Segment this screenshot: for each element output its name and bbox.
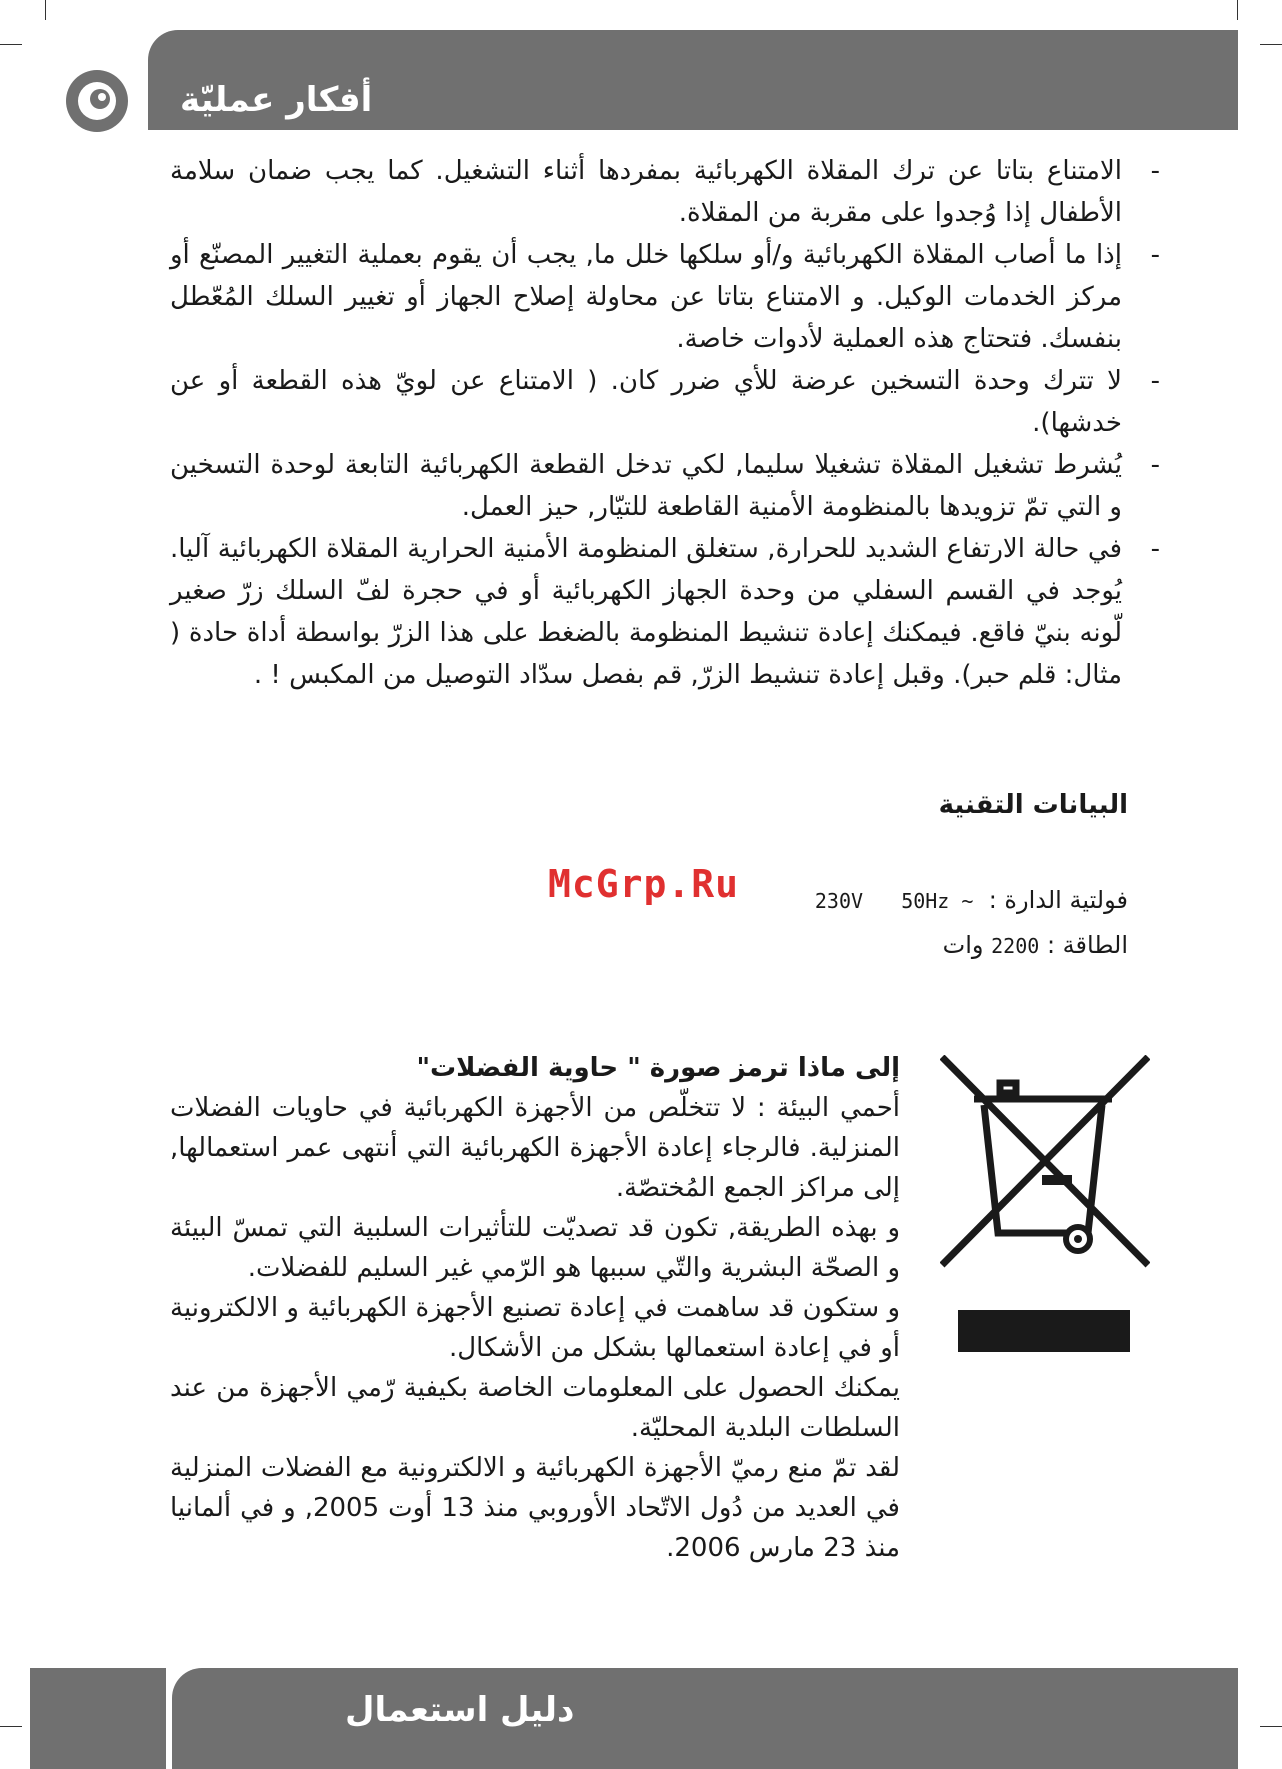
voltage-value: 230V (814, 889, 864, 913)
list-item (170, 234, 1170, 360)
disposal-paragraph: لقد تمّ منع رميّ الأجهزة الكهربائية و الالكترونية مع الفضلات المنزلية في العديد من دُول الاتّحاد الأوروبي منذ 13 أوت 2005, و في ألمانيا منذ 23 مارس 2006. (170, 1453, 900, 1563)
disposal-paragraph: أحمي البيئة : لا تتخلّص من الأجهزة الكهربائية في حاويات الفضلات المنزلية. فالرجاء إعادة الأجهزة الكهربائية التي أنتهى عمر استعمالها, إلى مراكز الجمع المُختصّة. (170, 1093, 900, 1203)
list-item-text: إذا ما أصاب المقلاة الكهربائية و/أو سلكها خلل ما, يجب أن يقوم بعملية التغيير المصنّع أو مركز الخدمات الوكيل. و الامتناع بتاتا عن محاولة إصلاح الجهاز أو تغيير السلك المُعّطل بنفسك. فتحتاج هذه العملية لأدوات خاصة. (170, 240, 1122, 354)
disposal-paragraph: و بهذه الطريقة, تكون قد تصديّت للتأثيرات السلبية التي تمسّ البيئة و الصحّة البشرية والتّي سببها هو الرّمي غير السليم للفضلات. (170, 1213, 900, 1283)
disposal-title: إلى ماذا ترمز صورة " حاوية الفضلات" (416, 1053, 900, 1083)
crop-mark (1260, 44, 1282, 45)
weee-date-bar (958, 1310, 1130, 1352)
footer-page-tab (30, 1668, 166, 1769)
safety-list (170, 150, 1170, 696)
list-item-text: يُشرط تشغيل المقلاة تشغيلا سليما, لكي تدخل القطعة الكهربائية التابعة لوحدة التسخين و التي تمّ تزويدها بالمنظومة الأمنية القاطعة للتيّار, حيز العمل. (170, 450, 1122, 522)
power-unit: وات (942, 931, 984, 959)
technical-heading: البيانات التقنية (938, 790, 1128, 820)
frequency-value: 50Hz ~ (901, 889, 974, 913)
bullet-marker: - (1150, 534, 1160, 564)
crop-mark (0, 44, 22, 45)
list-item (170, 150, 1170, 234)
disposal-paragraph: يمكنك الحصول على المعلومات الخاصة بكيفية رّمي الأجهزة من عند السلطات البلدية المحليّة. (170, 1373, 900, 1443)
crop-mark (1260, 1726, 1282, 1727)
crossed-out-wheelie-bin-icon (940, 1055, 1150, 1275)
crop-mark (1237, 0, 1238, 20)
bullet-marker: - (1150, 156, 1160, 186)
power-row (815, 923, 1128, 968)
list-item (170, 360, 1170, 444)
list-item-text: في حالة الارتفاع الشديد للحرارة, ستغلق المنظومة الأمنية الحرارية المقلاة الكهربائية آليا. يُوجد في القسم السفلي من وحدة الجهاز الكهربائية أو في حجرة لفّ السلك زرّ صغير لّونه بنيّ فاقع. فيمكنك إعادة تنشيط المنظومة بالضغط على هذا الزرّ بواسطة أداة حادة ( مثال: قلم حبر). وقبل إعادة تنشيط الزرّ, قم بفصل سدّاد التوصيل من المكبس ! . (170, 534, 1122, 690)
watermark: McGrp.Ru (548, 862, 740, 906)
bullet-marker: - (1150, 366, 1160, 396)
bullet-marker: - (1150, 450, 1160, 480)
crop-mark (0, 1726, 22, 1727)
list-item-text: لا تترك وحدة التسخين عرضة للأي ضرر كان. ( الامتناع عن لويّ هذه القطعة أو عن خدشها). (170, 366, 1122, 438)
page-title: أفكار عمليّة (180, 80, 373, 120)
voltage-label: فولتية الدارة : (988, 886, 1128, 914)
footer-bar (172, 1668, 1238, 1769)
disposal-section (170, 1048, 900, 1568)
bullet-marker: - (1150, 240, 1160, 270)
footer-title: دليل استعمال (345, 1690, 575, 1730)
power-label: الطاقة : (1046, 931, 1128, 959)
power-value: 2200 (991, 934, 1040, 958)
disposal-paragraph: و ستكون قد ساهمت في إعادة تصنيع الأجهزة الكهربائية و الالكترونية أو في إعادة استعمالها بشكل من الأشكال. (170, 1293, 900, 1363)
list-item (170, 528, 1170, 696)
list-item (170, 444, 1170, 528)
brand-logo-icon (62, 66, 132, 136)
list-item-text: الامتناع بتاتا عن ترك المقلاة الكهربائية بمفردها أثناء التشغيل. كما يجب ضمان سلامة الأطفال إذا وُجدوا على مقربة من المقلاة. (170, 156, 1122, 228)
crop-mark (45, 0, 46, 20)
technical-specs (815, 878, 1128, 968)
voltage-row (815, 878, 1128, 923)
